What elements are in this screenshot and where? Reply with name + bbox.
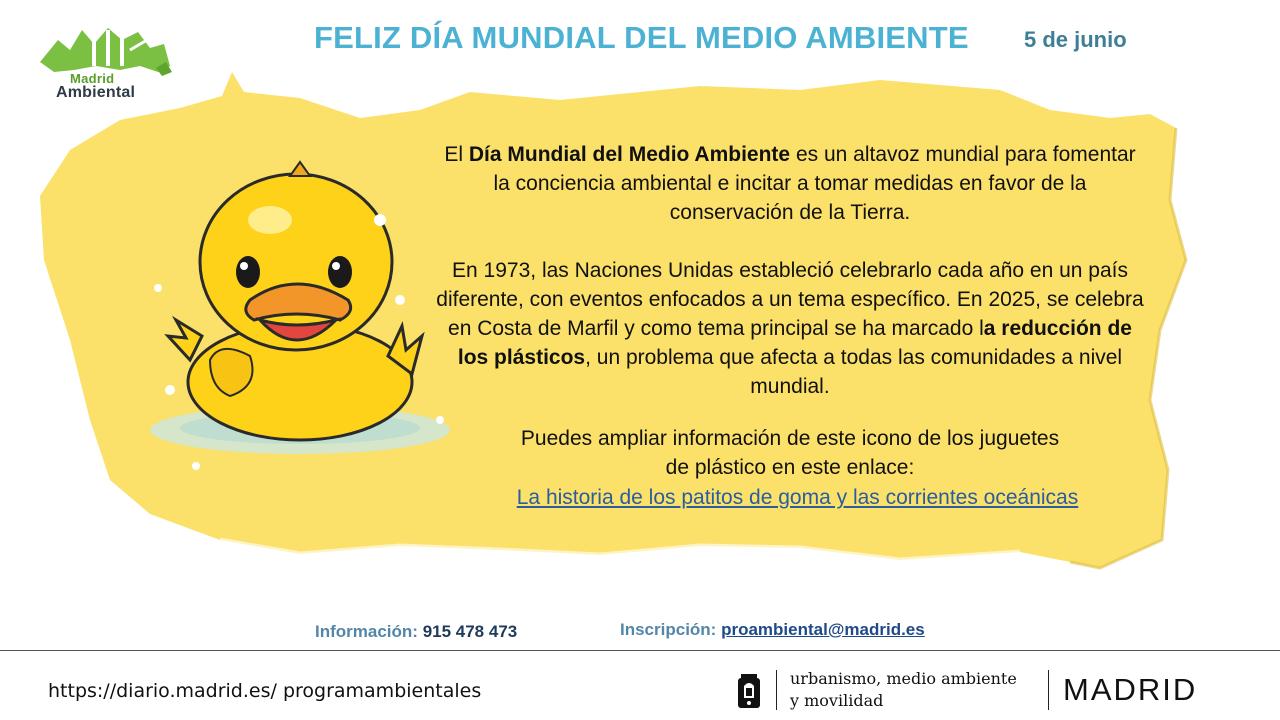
madrid-wordmark: MADRID [1063, 672, 1198, 707]
info-label: Información: [315, 622, 418, 641]
intro-text-bold: Día Mundial del Medio Ambiente [468, 143, 791, 166]
intro-text-start: El [444, 143, 469, 166]
inscription-contact [620, 620, 925, 640]
history-text-bold: a reducción de los plásticos [457, 317, 1132, 369]
info-phone: 915 478 473 [422, 622, 518, 641]
paragraph-more-info [445, 424, 1135, 482]
department-line1: urbanismo, medio ambiente [790, 669, 1017, 688]
department-name [790, 668, 1017, 712]
history-text-end: , un problema que afecta a todas las comunidades a nivel mundial. [585, 346, 1123, 398]
rubber-ducks-article-link[interactable]: La historia de los patitos de goma y las corrientes oceánicas [516, 486, 1079, 509]
madrid-crest-icon [736, 672, 762, 712]
footer-separator-2 [1048, 670, 1049, 710]
event-date: 5 de junio [1024, 27, 1127, 52]
paragraph-history [435, 256, 1145, 401]
logo-text-madrid: Madrid [70, 71, 115, 86]
footer-separator [776, 670, 777, 710]
more-info-line2: de plástico en este enlace: [665, 456, 915, 479]
department-line2: y movilidad [790, 691, 884, 710]
logo-text-ambiental: Ambiental [56, 84, 136, 101]
page-title: FELIZ DÍA MUNDIAL DEL MEDIO AMBIENTE [314, 20, 969, 55]
intro-text-end: es un altavoz mundial para fomentar la conciencia ambiental e incitar a tomar medidas en favor de la conservación de la Tierra. [493, 143, 1136, 224]
more-info-line1: Puedes ampliar información de este icono de los juguetes [520, 427, 1060, 450]
footer-divider [0, 650, 1280, 651]
program-url[interactable]: https://diario.madrid.es/ programambientales [48, 680, 482, 702]
paragraph-intro [435, 140, 1145, 227]
info-contact [315, 622, 517, 642]
inscription-email-link[interactable]: proambiental@madrid.es [721, 620, 925, 639]
inscription-label: Inscripción: [620, 620, 717, 639]
history-text-start: En 1973, las Naciones Unidas estableció celebrarlo cada año en un país diferente, con eventos enfocados a un tema específico. En 2025, se celebra en Costa de Marfil y como tema principal se ha marcado l [436, 259, 1144, 340]
rubber-duck-illustration [150, 160, 460, 490]
